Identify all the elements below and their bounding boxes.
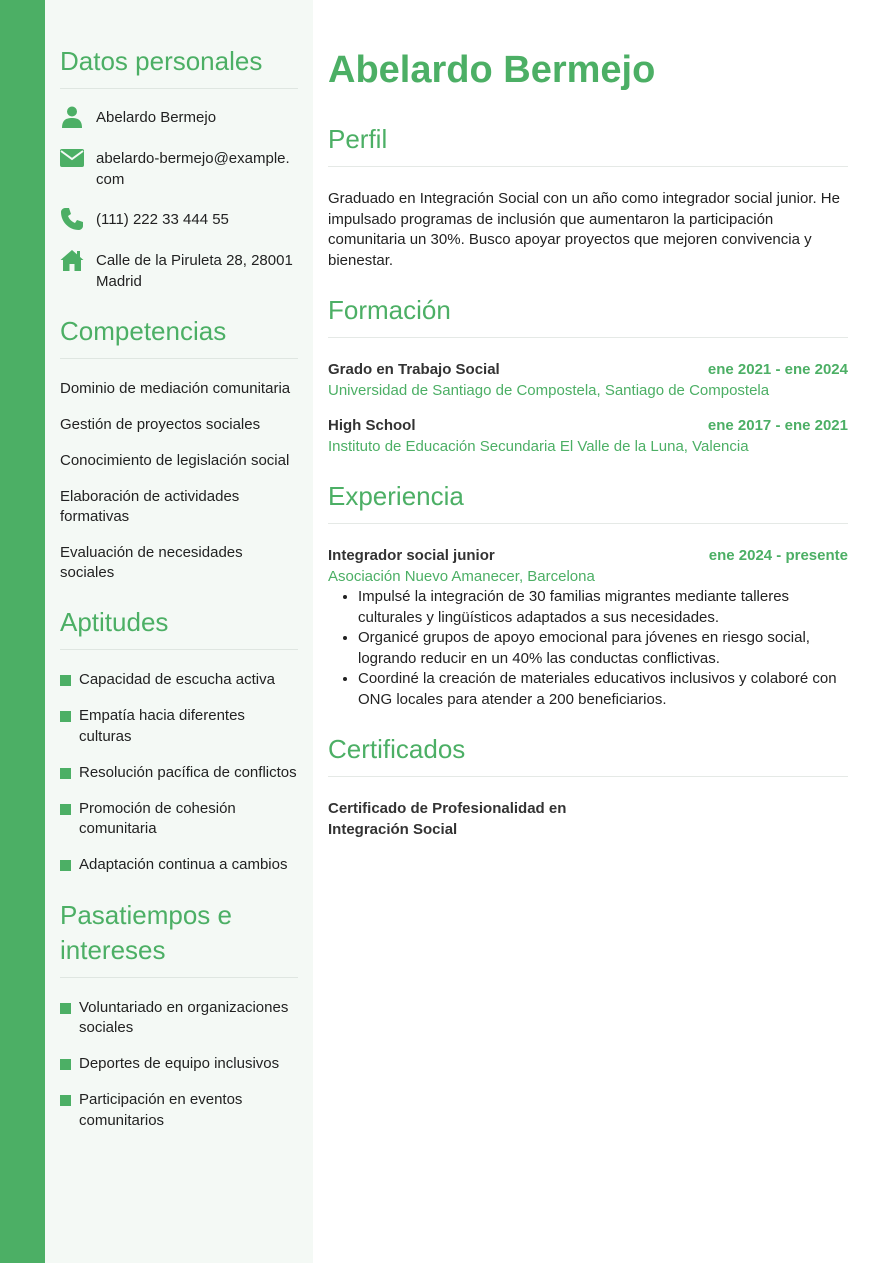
perfil-heading: Perfil xyxy=(328,122,848,167)
list-item xyxy=(60,1054,298,1075)
list-item xyxy=(60,763,298,784)
list-item: • Impulsé la integración de 30 familias migrantes mediante talleres culturales y lingüísticos adaptados a sus necesidades. xyxy=(358,587,848,628)
list-item: Dominio de mediación comunitaria xyxy=(60,380,291,397)
certificados-heading: Certificados xyxy=(328,732,848,777)
square-bullet-icon xyxy=(60,675,71,686)
square-bullet-icon xyxy=(60,1095,71,1106)
aptitudes-list xyxy=(60,670,298,876)
aptitudes-heading: Aptitudes xyxy=(60,605,298,650)
list-item: • Coordiné la creación de materiales educativos inclusivos y colaboré con ONG locales para atender a 200 beneficiarios. xyxy=(358,669,848,710)
list-item: Elaboración de actividades formativas xyxy=(60,488,240,525)
sidebar xyxy=(45,0,313,1263)
main-content xyxy=(328,0,848,840)
square-bullet-icon xyxy=(60,1003,71,1014)
square-bullet-icon xyxy=(60,768,71,779)
profile-text: Graduado en Integración Social con un año como integrador social junior. He impulsado programas de inclusión que aumentaron la participación comunitaria un 30%. Busco apoyar proyectos que mejoren convivencia y bienestar. xyxy=(328,190,840,269)
education-entry xyxy=(328,360,848,401)
square-bullet-icon xyxy=(60,804,71,815)
home-icon xyxy=(60,248,84,272)
contact-phone xyxy=(60,209,298,231)
contact-list xyxy=(60,107,298,292)
entry-title: Grado en Trabajo Social xyxy=(328,361,500,378)
education-entry xyxy=(328,416,848,457)
list-item xyxy=(60,706,298,747)
phone-icon xyxy=(60,207,84,231)
list-item xyxy=(60,855,298,876)
entry-date: ene 2021 - ene 2024 xyxy=(707,361,848,378)
list-item-text: Resolución pacífica de conflictos xyxy=(79,763,297,781)
list-item-text: Adaptación continua a cambios xyxy=(79,856,288,873)
entry-date: ene 2024 - presente xyxy=(708,547,848,564)
list-item xyxy=(60,670,298,691)
experience-entry xyxy=(328,546,848,710)
entry-title: High School xyxy=(328,417,416,434)
experience-bullets xyxy=(328,587,848,710)
entry-org: Instituto de Educación Secundaria El Valle de la Luna, Valencia xyxy=(328,437,749,455)
experiencia-heading: Experiencia xyxy=(328,479,848,524)
competencias-heading: Competencias xyxy=(60,314,298,359)
list-item-text: Empatía hacia diferentes culturas xyxy=(79,707,245,745)
envelope-icon xyxy=(60,146,84,170)
personal-data-heading: Datos personales xyxy=(60,44,298,89)
contact-address-text: Calle de la Piruleta 28, 28001 Madrid xyxy=(96,252,293,290)
list-item-text: Promoción de cohesión comunitaria xyxy=(79,799,236,837)
list-item-text: Deportes de equipo inclusivos xyxy=(79,1055,280,1072)
contact-email xyxy=(60,148,298,190)
pasatiempos-heading: Pasatiempos e intereses xyxy=(60,898,298,978)
contact-name xyxy=(60,107,298,129)
user-icon xyxy=(60,105,84,129)
list-item xyxy=(60,799,298,840)
entry-org: Universidad de Santiago de Compostela, Santiago de Compostela xyxy=(328,381,770,399)
formacion-heading: Formación xyxy=(328,293,848,338)
list-item: Gestión de proyectos sociales xyxy=(60,416,261,433)
list-item xyxy=(60,1090,298,1131)
pasatiempos-list xyxy=(60,998,298,1132)
list-item xyxy=(60,998,298,1039)
certificate-title: Certificado de Profesionalidad en Integración Social xyxy=(328,800,567,838)
list-item: • Organicé grupos de apoyo emocional para jóvenes en riesgo social, logrando reducir en un 40% las conductas conflictivas. xyxy=(358,628,848,669)
competencias-list xyxy=(60,379,298,583)
contact-name-text: Abelardo Bermejo xyxy=(96,109,217,126)
entry-title: Integrador social junior xyxy=(328,547,495,564)
contact-address xyxy=(60,250,298,292)
square-bullet-icon xyxy=(60,711,71,722)
entry-date: ene 2017 - ene 2021 xyxy=(707,417,848,434)
accent-stripe xyxy=(0,0,45,1263)
contact-phone-text[interactable]: (111) 222 33 444 55 xyxy=(96,211,229,228)
list-item-text: Voluntariado en organizaciones sociales xyxy=(79,998,289,1036)
square-bullet-icon xyxy=(60,860,71,871)
contact-email-text[interactable]: abelardo-bermejo@example.com xyxy=(96,150,290,188)
page-title: Abelardo Bermejo xyxy=(328,49,656,91)
list-item: Conocimiento de legislación social xyxy=(60,452,290,469)
square-bullet-icon xyxy=(60,1059,71,1070)
list-item-text: Participación en eventos comunitarios xyxy=(79,1091,243,1129)
list-item-text: Capacidad de escucha activa xyxy=(79,671,275,688)
entry-org: Asociación Nuevo Amanecer, Barcelona xyxy=(328,567,595,585)
list-item: Evaluación de necesidades sociales xyxy=(60,544,243,581)
